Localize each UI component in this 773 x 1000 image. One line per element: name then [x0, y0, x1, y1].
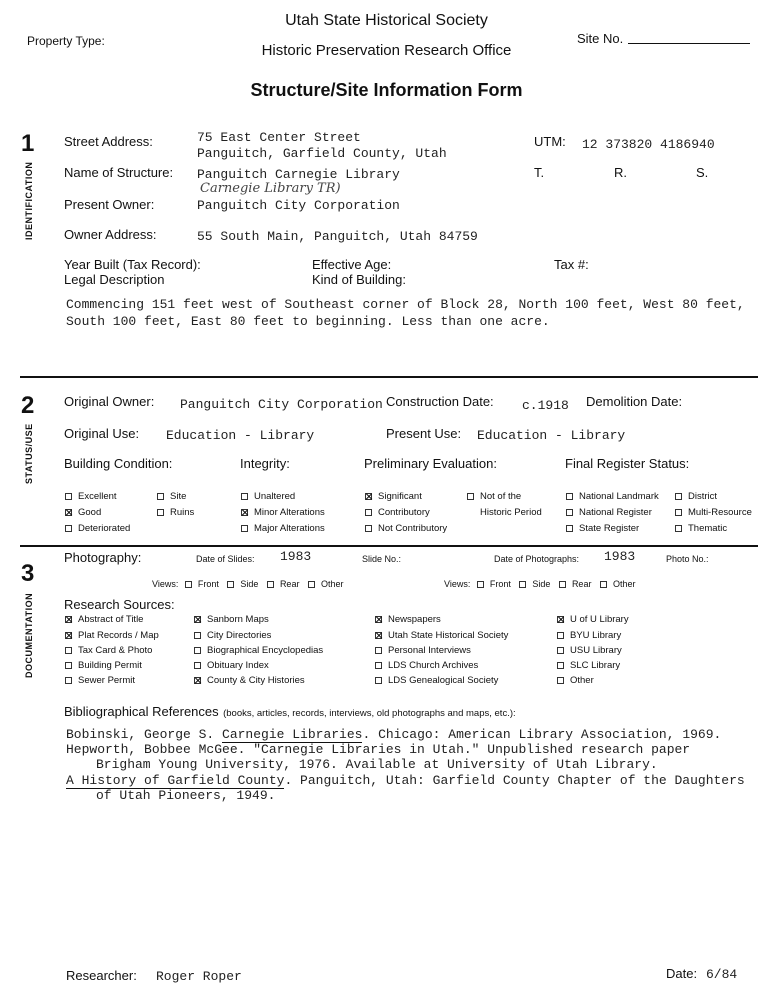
section-divider-1: [20, 376, 758, 378]
date-of-slides-value: 1983: [280, 549, 312, 564]
biblio-label: Bibliographical References: [64, 704, 219, 719]
checkbox-mark[interactable]: [557, 616, 564, 623]
checkbox-mark[interactable]: [365, 493, 372, 500]
view-side-label: Side: [532, 579, 551, 589]
checkbox-slc-library[interactable]: [557, 660, 620, 671]
checkbox-mark[interactable]: [600, 581, 607, 588]
integrity-label: Integrity:: [240, 456, 290, 471]
owner-address-label: Owner Address:: [64, 227, 157, 242]
reference-2-line1: Hepworth, Bobbee McGee. "Carnegie Libraries in Utah." Unpublished research paper: [66, 742, 691, 757]
checkbox-mark[interactable]: [477, 581, 484, 588]
section-1-tag: IDENTIFICATION: [24, 161, 34, 240]
checkbox-mark[interactable]: [566, 509, 573, 516]
checkbox-ruins[interactable]: [157, 507, 194, 518]
checkbox-mark[interactable]: [375, 647, 382, 654]
checkbox-label: Significant: [378, 491, 422, 502]
legal-description-line1: Commencing 151 feet west of Southeast corner of Block 28, North 100 feet, West 80 feet,: [66, 297, 745, 312]
original-owner-value: Panguitch City Corporation: [180, 397, 383, 412]
checkbox-label: BYU Library: [570, 630, 622, 641]
checkbox-city-directories[interactable]: [194, 630, 271, 641]
checkbox-label: Tax Card & Photo: [78, 645, 153, 656]
checkbox-mark[interactable]: [375, 632, 382, 639]
checkbox-sewer-permit[interactable]: [65, 675, 135, 686]
section-3-number: 3: [21, 560, 35, 587]
checkbox-mark[interactable]: [365, 525, 372, 532]
effective-age-label: Effective Age:: [312, 257, 392, 272]
checkbox-major-alterations[interactable]: [241, 523, 325, 534]
checkbox-mark[interactable]: [365, 509, 372, 516]
checkbox-sanborn-maps[interactable]: [194, 614, 269, 625]
view-side-label: Side: [240, 579, 259, 589]
checkbox-lds-genealogical-society[interactable]: [375, 675, 498, 686]
utm-value: 12 373820 4186940: [582, 137, 715, 152]
checkbox-mark[interactable]: [557, 632, 564, 639]
site-no-label: Site No.: [577, 31, 624, 46]
present-owner-value: Panguitch City Corporation: [197, 198, 400, 213]
checkbox-deteriorated[interactable]: [65, 523, 130, 534]
ref1-rest: . Chicago: American Library Association, 1969.: [362, 727, 722, 742]
checkbox-multi-resource[interactable]: [675, 507, 752, 518]
checkbox-mark[interactable]: [675, 493, 682, 500]
checkbox-mark[interactable]: [241, 493, 248, 500]
checkbox-district[interactable]: [675, 491, 717, 502]
original-use-value: Education - Library: [166, 428, 315, 443]
checkbox-label: Building Permit: [78, 660, 142, 671]
street-address-label: Street Address:: [64, 134, 153, 149]
checkbox-label: City Directories: [207, 630, 272, 641]
present-owner-label: Present Owner:: [64, 197, 155, 212]
demolition-date-label: Demolition Date:: [586, 394, 683, 409]
checkbox-unaltered[interactable]: [241, 491, 295, 502]
checkbox-mark[interactable]: [566, 525, 573, 532]
section-1-number: 1: [21, 130, 35, 157]
checkbox-mark[interactable]: [65, 525, 72, 532]
checkbox-good[interactable]: [65, 507, 101, 518]
checkbox-label: Not Contributory: [378, 523, 448, 534]
photo-no-label: Photo No.:: [666, 554, 709, 564]
checkbox-mark[interactable]: [675, 509, 682, 516]
utm-label: UTM:: [534, 134, 566, 149]
ref3-rest: . Panguitch, Utah: Garfield County Chapter of the Daughters: [284, 773, 745, 788]
building-condition-label: Building Condition:: [64, 456, 173, 471]
researcher-label: Researcher:: [66, 968, 137, 983]
construction-date-label: Construction Date:: [386, 394, 494, 409]
checkbox-label: Deteriorated: [78, 523, 131, 534]
property-type-label: Property Type:: [27, 34, 105, 48]
form-title: Structure/Site Information Form: [250, 80, 523, 100]
checkbox-label: Plat Records / Map: [78, 630, 159, 641]
checkbox-label: Sanborn Maps: [207, 614, 269, 625]
reference-3-line2: of Utah Pioneers, 1949.: [96, 788, 276, 803]
structure-name-label: Name of Structure:: [64, 165, 174, 180]
township-label: T.: [534, 165, 545, 180]
checkbox-label: LDS Genealogical Society: [388, 675, 499, 686]
owner-address-value: 55 South Main, Panguitch, Utah 84759: [197, 229, 478, 244]
checkbox-mark[interactable]: [65, 509, 72, 516]
checkbox-county-city-histories[interactable]: [194, 675, 305, 686]
checkbox-mark[interactable]: [557, 677, 564, 684]
slide-no-label: Slide No.:: [362, 554, 402, 564]
view-rear-label: Rear: [571, 579, 592, 589]
final-register-status-label: Final Register Status:: [565, 456, 690, 471]
checkbox-label: Ruins: [170, 507, 195, 518]
legal-description-line2: South 100 feet, East 80 feet to beginning. Less than one acre.: [66, 314, 550, 329]
checkbox-mark[interactable]: [194, 616, 201, 623]
checkbox-mark[interactable]: [185, 581, 192, 588]
bibliographical-references-heading: [64, 703, 516, 721]
checkbox-label: Biographical Encyclopedias: [207, 645, 324, 656]
checkbox-label: Contributory: [378, 507, 430, 518]
checkbox-national-register[interactable]: [566, 507, 652, 518]
checkbox-byu-library[interactable]: [557, 630, 621, 641]
checkbox-newspapers[interactable]: [375, 614, 441, 625]
original-use-label: Original Use:: [64, 426, 140, 441]
section-divider-2: [20, 545, 758, 547]
date-value: 6/84: [706, 967, 738, 982]
checkbox-label: Major Alterations: [254, 523, 325, 534]
checkbox-mark[interactable]: [375, 616, 382, 623]
ref1-title: Carnegie Libraries: [222, 727, 363, 742]
photos-views: [444, 579, 635, 589]
checkbox-mark[interactable]: [65, 662, 72, 669]
view-front-label: Front: [197, 579, 219, 589]
checkbox-label: District: [688, 491, 718, 502]
year-built-label: Year Built (Tax Record):: [64, 257, 201, 272]
checkbox-label: Multi-Resource: [688, 507, 752, 518]
checkbox-mark[interactable]: [194, 647, 201, 654]
checkbox-label: Unaltered: [254, 491, 296, 502]
reference-1: [66, 727, 721, 742]
checkbox-personal-interviews[interactable]: [375, 645, 471, 656]
checkbox-mark[interactable]: [267, 581, 274, 588]
checkbox-mark[interactable]: [194, 662, 201, 669]
checkbox-abstract-of-title[interactable]: [65, 614, 143, 625]
org-title: Utah State Historical Society: [285, 12, 488, 29]
checkbox-significant[interactable]: [365, 491, 422, 502]
slides-views: [152, 579, 343, 589]
reference-2-line2: Brigham Young University, 1976. Available at University of Utah Library.: [96, 757, 658, 772]
view-front-label: Front: [489, 579, 511, 589]
checkbox-plat-records[interactable]: [65, 630, 159, 641]
checkbox-mark[interactable]: [566, 493, 573, 500]
checkbox-label: Good: [78, 507, 102, 518]
checkbox-tax-card[interactable]: [65, 645, 152, 656]
checkbox-label: State Register: [579, 523, 640, 534]
checkbox-contributory[interactable]: [365, 507, 430, 518]
date-of-photographs-value: 1983: [604, 549, 636, 564]
checkbox-mark[interactable]: [65, 632, 72, 639]
checkbox-state-register[interactable]: [566, 523, 639, 534]
checkbox-label: Newspapers: [388, 614, 441, 625]
structure-name-handwritten: Carnegie Library TR): [200, 181, 341, 196]
checkbox-label: National Register: [579, 507, 652, 518]
checkbox-mark[interactable]: [241, 525, 248, 532]
present-use-label: Present Use:: [386, 426, 462, 441]
kind-of-building-label: Kind of Building:: [312, 272, 406, 287]
street-address-line2: Panguitch, Garfield County, Utah: [197, 146, 447, 161]
checkbox-thematic[interactable]: [675, 523, 727, 534]
checkbox-u-of-u-library[interactable]: [557, 614, 629, 625]
checkbox-mark[interactable]: [559, 581, 566, 588]
checkbox-mark[interactable]: [375, 677, 382, 684]
view-rear-label: Rear: [279, 579, 300, 589]
checkbox-biographical-encyclopedias[interactable]: [194, 645, 323, 656]
ref3-title: A History of Garfield County: [66, 773, 285, 788]
preliminary-evaluation-label: Preliminary Evaluation:: [364, 456, 497, 471]
checkbox-mark[interactable]: [194, 677, 201, 684]
reference-3: [66, 773, 745, 788]
checkbox-excellent[interactable]: [65, 491, 117, 502]
views-label: Views:: [444, 579, 471, 589]
checkbox-label: Not of the: [480, 491, 522, 502]
section-3-tag: DOCUMENTATION: [24, 592, 34, 678]
checkbox-label: SLC Library: [570, 660, 621, 671]
date-of-photographs-label: Date of Photographs:: [494, 554, 580, 564]
date-of-slides-label: Date of Slides:: [196, 554, 255, 564]
checkbox-building-permit[interactable]: [65, 660, 142, 671]
checkbox-mark[interactable]: [157, 493, 164, 500]
checkbox-mark[interactable]: [467, 493, 474, 500]
section-2-tag: STATUS/USE: [24, 423, 34, 484]
checkbox-mark[interactable]: [308, 581, 315, 588]
checkbox-label: LDS Church Archives: [388, 660, 479, 671]
checkbox-mark[interactable]: [65, 647, 72, 654]
checkbox-mark[interactable]: [375, 662, 382, 669]
date-label: Date:: [666, 966, 698, 981]
view-other-label: Other: [320, 579, 344, 589]
checkbox-national-landmark[interactable]: [566, 491, 659, 502]
structure-name-value: Panguitch Carnegie Library: [197, 167, 400, 182]
checkbox-label: Utah State Historical Society: [388, 630, 509, 641]
checkbox-label: Personal Interviews: [388, 645, 471, 656]
checkbox-label: U of U Library: [570, 614, 629, 625]
ref1-author: Bobinski, George S.: [66, 727, 223, 742]
checkbox-minor-alterations[interactable]: [241, 507, 325, 518]
legal-description-label: Legal Description: [64, 272, 165, 287]
checkbox-obituary-index[interactable]: [194, 660, 269, 671]
checkbox-site[interactable]: [157, 491, 186, 502]
office-title: Historic Preservation Research Office: [261, 42, 512, 59]
biblio-note: (books, articles, records, interviews, old photographs and maps, etc.):: [223, 708, 516, 719]
research-sources-label: Research Sources:: [64, 597, 175, 612]
checkbox-usu-library[interactable]: [557, 645, 622, 656]
checkbox-other[interactable]: [557, 675, 594, 686]
street-address-line1: 75 East Center Street: [197, 130, 361, 145]
original-owner-label: Original Owner:: [64, 394, 155, 409]
construction-date-value: c.1918: [522, 398, 569, 413]
checkbox-label: Site: [170, 491, 187, 502]
checkbox-utah-state-historical-society[interactable]: [375, 630, 508, 641]
checkbox-label: Obituary Index: [207, 660, 269, 671]
range-label: R.: [614, 165, 627, 180]
checkbox-label: USU Library: [570, 645, 622, 656]
checkbox-mark[interactable]: [241, 509, 248, 516]
checkbox-mark[interactable]: [157, 509, 164, 516]
checkbox-mark[interactable]: [194, 632, 201, 639]
checkbox-mark[interactable]: [65, 677, 72, 684]
present-use-value: Education - Library: [477, 428, 626, 443]
checkbox-label: County & City Histories: [207, 675, 305, 686]
checkbox-mark[interactable]: [557, 647, 564, 654]
not-historic-period-label-2: Historic Period: [480, 507, 542, 518]
checkbox-mark[interactable]: [675, 525, 682, 532]
checkbox-label: Thematic: [688, 523, 728, 534]
checkbox-not-historic-period[interactable]: [467, 491, 521, 502]
view-other-label: Other: [612, 579, 636, 589]
checkbox-mark[interactable]: [227, 581, 234, 588]
checkbox-mark[interactable]: [65, 493, 72, 500]
checkbox-mark[interactable]: [557, 662, 564, 669]
checkbox-mark[interactable]: [519, 581, 526, 588]
checkbox-label: Minor Alterations: [254, 507, 325, 518]
photography-label: Photography:: [64, 550, 142, 565]
tax-number-label: Tax #:: [554, 257, 589, 272]
checkbox-mark[interactable]: [65, 616, 72, 623]
checkbox-label: Excellent: [78, 491, 117, 502]
researcher-value: Roger Roper: [156, 969, 242, 984]
checkbox-not-contributory[interactable]: [365, 523, 447, 534]
checkbox-lds-church-archives[interactable]: [375, 660, 478, 671]
section-2-number: 2: [21, 392, 35, 419]
checkbox-label: Other: [570, 675, 594, 686]
checkbox-label: Abstract of Title: [78, 614, 144, 625]
checkbox-label: Sewer Permit: [78, 675, 136, 686]
views-label: Views:: [152, 579, 179, 589]
section-label: S.: [696, 165, 709, 180]
checkbox-label: National Landmark: [579, 491, 659, 502]
